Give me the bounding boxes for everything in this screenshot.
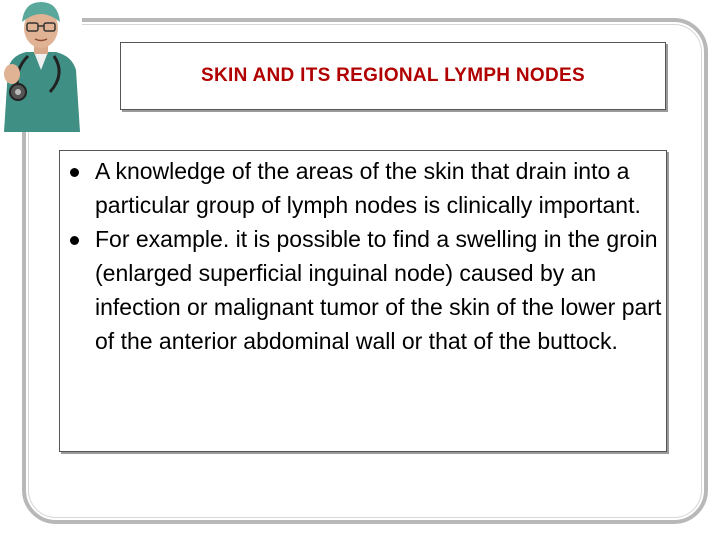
slide-title: SKIN AND ITS REGIONAL LYMPH NODES [201, 65, 585, 86]
bullet-list [60, 154, 666, 358]
title-box [120, 42, 666, 110]
bullet-item [60, 154, 666, 222]
bullet-text: For example. it is possible to find a swelling in the groin (enlarged superficial inguinal node) caused by an infection or malignant tumor of the skin of the lower part of the anterior abdominal wall or that of the buttock. [95, 226, 662, 354]
bullet-dot-icon [70, 168, 79, 177]
bullet-item [60, 222, 666, 358]
bullet-text: A knowledge of the areas of the skin that drain into a particular group of lymph nodes is clinically important. [95, 158, 641, 218]
bullet-dot-icon [70, 236, 79, 245]
content-box [59, 150, 667, 452]
doctor-with-stethoscope-icon [0, 0, 82, 132]
